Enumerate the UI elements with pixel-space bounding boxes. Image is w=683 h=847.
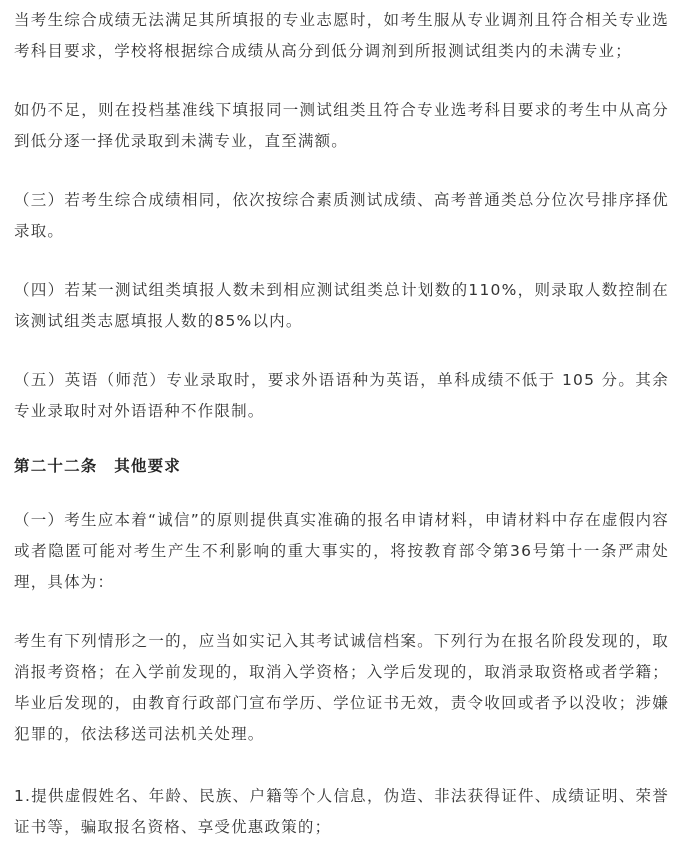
section-heading-article-22: 第二十二条 其他要求 bbox=[14, 457, 182, 475]
paragraph-integrity-record: 考生有下列情形之一的，应当如实记入其考试诚信档案。下列行为在报名阶段发现的，取消报考资格；在入学前发现的，取消入学资格；入学后发现的，取消录取资格或者学籍；毕业后发现的，由教育行政部门宣布学历、学位证书无效，责令收回或者予以没收；涉嫌犯罪的，依法移送司法机关处理。 bbox=[14, 632, 669, 743]
paragraph-item-5: （五）英语（师范）专业录取时，要求外语语种为英语，单科成绩不低于 105 分。其余专业录取时对外语语种不作限制。 bbox=[14, 371, 669, 420]
paragraph-item-4: （四）若某一测试组类填报人数未到相应测试组类总计划数的110%，则录取人数控制在该测试组类志愿填报人数的85%以内。 bbox=[14, 281, 669, 330]
paragraph-shortfall-rule: 如仍不足，则在投档基准线下填报同一测试组类且符合专业选考科目要求的考生中从高分到低分逐一择优录取到未满专业，直至满额。 bbox=[14, 101, 669, 150]
paragraph-item-3: （三）若考生综合成绩相同，依次按综合素质测试成绩、高考普通类总分位次号排序择优录取。 bbox=[14, 191, 669, 240]
paragraph-adjustment-rule: 当考生综合成绩无法满足其所填报的专业志愿时，如考生服从专业调剂且符合相关专业选考科目要求，学校将根据综合成绩从高分到低分调剂到所报测试组类内的未满专业； bbox=[14, 11, 669, 60]
list-item-1: 1.提供虚假姓名、年龄、民族、户籍等个人信息，伪造、非法获得证件、成绩证明、荣誉证书等，骗取报名资格、享受优惠政策的； bbox=[14, 787, 669, 836]
paragraph-integrity-rule: （一）考生应本着“诚信”的原则提供真实准确的报名申请材料，申请材料中存在虚假内容或者隐匿可能对考生产生不利影响的重大事实的，将按教育部令第36号第十一条严肃处理，具体为： bbox=[14, 511, 669, 591]
